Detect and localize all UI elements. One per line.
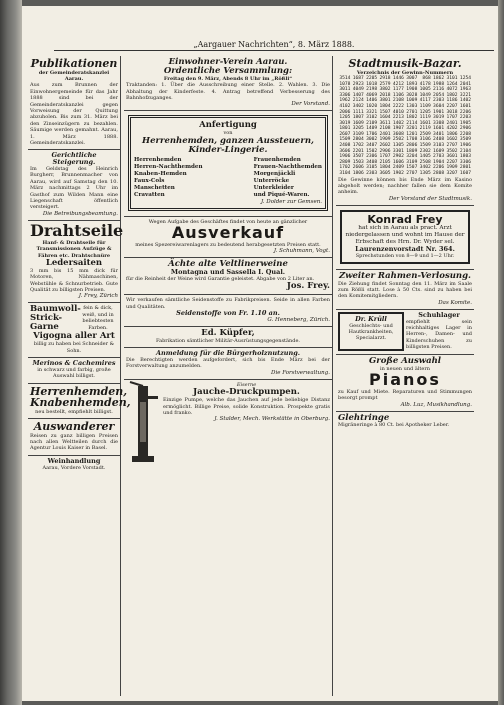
table-cell: 1402 [392,120,404,126]
table-cell: 3402 [419,165,431,171]
table-cell: 3104 [339,171,351,177]
table-cell: 3502 [446,148,458,154]
table-cell: 868 [422,75,431,81]
ad-title: Seidenstoffe von Fr. 1.10 an. [176,309,280,318]
table-cell: 1804 [379,165,391,171]
table-cell: 2602 [379,143,391,149]
table-cell: 2213 [392,115,404,121]
table-cell: 1702 [352,143,364,149]
table-cell: 1446 [392,75,404,81]
table-cell: 1609 [352,120,364,126]
winning-numbers-table [338,76,472,177]
table-cell: 1305 [419,171,431,177]
ad-subtitle: Verzeichnis der Gewinn-Nummern [356,69,454,76]
table-cell: 1601 [459,103,471,109]
ad-pretext: Wegen Aufgabe des Geschäftes findet von heute an gänzlicher [148,218,308,225]
table-cell: 1802 [446,92,458,98]
ad-title: Anfertigung [199,120,257,131]
ad-body: Einzige Pumpe, welche das Jauchen auf jede beliebige Distanz ermöglicht. Billige Preise, solide Konstruktion. Prospekte gratis und franko. [163,397,330,417]
ad-body: billig zu haben bei Schneider & Sohn. [33,341,115,354]
book-binding [0,0,22,705]
ad-title: Schuhlager [418,310,460,319]
ad-pretext: Eiserne [236,381,257,388]
table-cell: 1905 [459,120,471,126]
table-cell: 1988 [433,81,445,87]
table-cell: 3007 [406,75,418,81]
ad-subtitle: Ordentliche Versammlung: [163,65,293,76]
table-cell: 1962 [339,98,351,104]
table-cell: 1502 [366,148,378,154]
table-cell: 1606 [392,159,404,165]
table-cell: 2201 [352,148,364,154]
table-cell: 1406 [366,98,378,104]
table-cell: 3109 [406,159,418,165]
ad-address: Laurenzenvorstadt Nr. 364. [355,245,455,254]
table-cell: 2408 [339,143,351,149]
table-cell: 4212 [392,81,404,87]
ad-garne [28,303,120,358]
ad-body: für die Reinheit der Weine wird Garantie geleistet. Abgabe von 2 Liter an. [126,275,315,282]
table-cell: 1902 [392,171,404,177]
ad-buergerholz [124,348,332,380]
table-cell: 1801 [339,126,351,132]
table-cell: 1177 [392,87,404,93]
table-cell: 3002 [366,137,378,143]
table-cell: 2108 [392,98,404,104]
ad-title: Einwohner-Verein Aarau. [168,57,288,67]
ad-subtitle: der Gemeinderatskanzlei Aarau. [38,69,110,82]
ad-body: Fabrikation sämtlicher Militär-Ausrüstungsgegenstände. [155,337,301,344]
table-cell: 4117 [419,98,431,104]
table-cell: 2105 [379,159,391,165]
table-cell: 2579 [379,81,391,87]
table-cell: 2208 [459,131,471,137]
table-cell: 2918 [379,75,391,81]
table-cell: 2302 [419,148,431,154]
ad-body: meines Spezereiwarenlagers zu bedeutend herabgesetzten Preisen statt. [135,241,321,248]
table-cell: 1908 [406,87,418,93]
ad-title: Auswanderer [33,420,115,434]
table-cell: 2206 [459,109,471,115]
ad-anfertigung [124,111,332,216]
table-cell: 2707 [406,171,418,177]
ad-body: hat sich in Aarau als pract. Arzt niedergelassen und wohnt im Hause der Erbschaft des Hrn. Dr. Wyder sel. [345,225,465,246]
ad-body: empfiehlt sein reichhaltiges Lager in Herren-, Damen- und Kinderschuhen zu billigsten Preisen. [406,318,472,351]
table-cell: 2104 [459,148,471,154]
table-cell: 1509 [419,143,431,149]
table-cell: 1205 [419,109,431,115]
ad-title: Herrenhemden, Knabenhemden, [30,384,131,410]
table-cell: 3205 [352,126,364,132]
table-cell: 2401 [446,120,458,126]
table-cell: 2303 [433,98,445,104]
table-cell: 2054 [433,92,445,98]
table-cell: 4069 [366,92,378,98]
ad-signature: J. Stalder, Mech. Werkstätte in Oberburg. [214,416,330,423]
ad-signature: Der Vorstand der Stadtmusik. [388,195,472,202]
ad-subtitle: Ledersaiten [45,257,103,268]
table-cell: 3221 [459,92,471,98]
table-cell: 1601 [419,120,431,126]
table-cell: 3604 [433,103,445,109]
table-cell: 2306 [366,154,378,160]
table-cell: 3509 [459,137,471,143]
column-right [336,56,474,696]
ad-body: Aus zum Brunnen der Einwohnergemeinde für das Jahr 1888 sind bei der Gemeinderatskanzlei gegen Vorweisung der Quittung abzuholen. Bis zum 31. März bei den Zinseinzügern zu bezahlen. Säumige werden gemahnt. Aarau, 1. März 1888. Gemeinderatskanzlei. [30,82,118,147]
table-cell: 1893 [406,81,418,87]
table-cell: 2114 [406,120,418,126]
ad-signature: J. Frey, Zürich [78,293,118,300]
table-cell: 2207 [446,159,458,165]
table-cell: 2206 [433,165,445,171]
table-cell: 2303 [366,171,378,177]
ad-body: in schwarz und farbig, große Auswahl billigst. [37,366,111,380]
ad-subtitle: Vigogna aller Art [33,331,115,342]
table-cell: 4178 [419,81,431,87]
table-cell: 2006 [339,109,351,115]
ad-kuepfer [124,327,332,348]
ad-list-right: Frauenhemden Frauen-Nachthemden Morgenjäckli Unterröcke Unterkleider und Piqué-Waren. [253,156,322,198]
table-cell: 3802 [379,87,391,93]
table-cell: 1507 [379,109,391,115]
table-cell: 1409 [366,126,378,132]
table-cell: 2203 [459,115,471,121]
table-cell: 1009 [406,98,418,104]
table-cell: 2198 [366,87,378,93]
ad-weinhandlung [28,456,120,474]
table-cell: 1609 [433,148,445,154]
ad-subtitle: in neuen und ältern [380,365,430,372]
table-cell: 3321 [366,109,378,115]
ad-publikationen [28,56,120,150]
table-cell: 1707 [446,115,458,121]
table-cell: 3102 [366,115,378,121]
table-cell: 4010 [392,109,404,115]
ad-body: Aarau, Vordere Vorstadt. [42,464,106,471]
table-cell: 2124 [352,98,364,104]
table-cell: 1201 [406,131,418,137]
table-cell: 2401 [379,131,391,137]
table-cell: 2801 [459,165,471,171]
ad-body: Reisen zu ganz billigen Preisen nach allen Weltteilen durch die Agentur Louis Kaiser in Basel. [30,432,118,452]
table-cell: 1906 [459,143,471,149]
table-cell: 1119 [419,115,431,121]
table-cell: 1111 [352,109,364,115]
ad-body: fein & dick, weiß, und in beliebtesten Farben. [82,305,114,331]
ad-title: Gerichtliche Steigerung. [51,151,97,167]
page-header [54,38,494,51]
ad-signature: G. Henneberg, Zürich. [267,316,330,323]
table-cell: 2119 [419,126,431,132]
ad-body: Hanf- & Drahtseile für Transmissionen Aufzüge & Fähren etc. Drahtschnüre [36,239,112,259]
table-cell: 2502 [392,137,404,143]
table-cell: 3204 [406,154,418,160]
ad-body: Migräneringe à 80 Ct. bei Apotheker Leber. [338,422,450,429]
table-cell: 2902 [392,154,404,160]
ad-konrad-frey [336,206,474,270]
table-cell: 3109 [352,131,364,137]
table-cell: 1509 [339,137,351,143]
table-cell: 1303 [406,103,418,109]
newspaper-page [22,6,498,701]
table-cell: 2906 [459,126,471,132]
table-cell: 3019 [433,115,445,121]
table-cell: 4049 [352,87,364,93]
ad-body: Traktanden: 1. Über die Ausschreibung einer Stelle. 2. Wahlen. 3. Die Abhaltung der Kinderfeste. 4. Antrag betreffend Verbesserung des Bahnhofzuganges. [126,82,330,102]
ad-herrenhemden [28,384,131,420]
ad-title: Ed. Küpfer, [201,327,255,338]
ad-steigerung [28,150,120,220]
table-cell: 1005 [419,87,431,93]
ad-glehtringe [336,412,474,432]
table-cell: 1802 [406,115,418,121]
table-cell: 2205 [366,75,378,81]
table-cell: 3028 [406,92,418,98]
table-cell: 1706 [366,131,378,137]
ad-body: Geschlechts- und Hautkrankheiten, Specialarzt. [348,322,394,342]
table-cell: 2809 [339,159,351,165]
ad-body: Im Geldstag des Heinrich Burgherr, Brunnenmacher von Aarau, wird auf Samstag den 10. März nachmittags 2 Uhr im Gasthof zum Wilden Mann eine Liegenschaft öffentlich versteigert. [30,166,118,211]
table-cell: 1862 [433,75,445,81]
ad-kluth-box [338,312,404,351]
table-cell: 1049 [419,92,431,98]
ad-stadtmusik-bazar [336,56,474,206]
table-cell: 2041 [459,81,471,87]
ad-body: neu bestellt, empfiehlt billigst. [35,408,113,415]
table-cell: 3106 [419,137,431,143]
table-cell: 1264 [446,81,458,87]
ad-drahtseile [28,220,124,304]
table-cell: 1109 [419,103,431,109]
ad-signature: Der Vorstand. [291,101,330,108]
table-cell: 3408 [366,159,378,165]
table-cell: 1803 [459,154,471,160]
table-cell: 3605 [379,171,391,177]
table-cell: 3306 [339,92,351,98]
table-cell: 1186 [446,98,458,104]
table-cell: 1020 [366,103,378,109]
ad-auswanderer [28,419,120,456]
table-cell: 3201 [406,126,418,132]
table-cell: 2207 [446,103,458,109]
table-cell: 1707 [379,154,391,160]
table-cell: 2508 [419,159,431,165]
ad-title: Anmeldung für die Bürgerholznutzung. [155,349,301,358]
ad-hours: Sprechstunden von 8—9 und 1—2 Uhr. [355,253,455,260]
ad-signature: Die Forstverwaltung. [271,369,330,376]
table-cell: 1687 [352,75,364,81]
table-cell: 3611 [379,120,391,126]
ad-title: Zweiter Rahmen-Verlosung. [338,270,471,281]
ad-date: Freitag den 9. März, Abends 8 Uhr im „Rößli“ [163,75,293,82]
table-cell: 3606 [339,148,351,154]
ad-seidenstoffe [124,295,332,327]
ad-rahmen-verlosung [336,270,474,310]
table-cell: 1503 [352,159,364,165]
table-cell: 3507 [352,154,364,160]
table-cell: 4202 [446,126,458,132]
column-left [28,56,131,696]
ad-title: Konrad Frey [367,212,443,226]
table-cell: 2606 [352,165,364,171]
table-cell: 3601 [446,154,458,160]
table-cell: 3105 [366,165,378,171]
ad-jauche-pumpen [124,380,332,469]
ad-title: Baumwoll-Strick-Garne [30,304,81,333]
table-cell: 3101 [446,75,458,81]
ad-schuhlager [336,310,474,355]
ad-title: Große Auswahl [368,355,442,366]
table-cell: 2116 [433,87,445,93]
table-cell: 2018 [379,92,391,98]
ad-einwohner-verein [124,56,332,111]
ad-pianos [336,355,474,412]
table-cell: 1907 [392,126,404,132]
table-cell: 1078 [339,81,351,87]
ad-headline: Pianos [369,369,441,389]
ad-title: Ausverkauf [171,223,285,243]
table-cell: 2108 [379,126,391,132]
table-cell: 1702 [339,165,351,171]
table-cell: 3018 [446,109,458,115]
table-cell: 1106 [392,92,404,98]
table-cell: 2409 [392,165,404,171]
ad-body: Die Gewinne können bis Ende März im Kasino abgeholt werden; nachher fallen sie dem Komite anheim. [338,176,472,196]
ad-list-left: Herrenhemden Herren-Nachthemden Knaben-Hemden Faux-Cols Manschetten Cravatten [134,156,203,198]
table-cell: 2923 [352,81,364,87]
table-cell: 1909 [446,165,458,171]
table-cell: 1806 [352,171,364,177]
ad-ausverkauf [124,217,332,259]
table-cell: 3301 [392,148,404,154]
table-cell: 2707 [446,143,458,149]
ad-body: Wir verkaufen sämtliche Seidenstoffe zu Fabrikpreisen. Seide in allen Farben und Qualitäten. [126,297,330,310]
table-cell: 3407 [366,143,378,149]
table-cell: 1405 [419,154,431,160]
table-cell: 1607 [459,171,471,177]
ad-title: Weinhandlung [47,456,101,465]
table-cell: 1407 [352,92,364,98]
ad-signature: J. Dolder zur Gemsen. [261,198,322,205]
table-cell: 1906 [339,154,351,160]
pump-illustration-icon [126,382,160,466]
table-cell: 1807 [352,115,364,121]
table-cell: 1708 [406,137,418,143]
table-cell: 2703 [433,154,445,160]
ad-body: Die Ziehung findet Sonntag den 11. März im Saale zum Rößli statt. Lose à 50 Cts. sind zu haben bei den Komitemitgliedern. [338,280,472,300]
table-cell: 3402 [352,103,364,109]
table-cell: 1254 [459,75,471,81]
table-cell: 1601 [433,126,445,132]
table-cell: 3514 [339,75,351,81]
ad-body: Die Berechtigten werden aufgefordert, sich bis Ende März bei der Forstverwaltung anzumelden. [126,357,330,370]
table-cell: 2222 [392,103,404,109]
ad-signature: Die Betreibungsbeamtung. [42,210,118,217]
table-cell: 1507 [406,165,418,171]
page-fold-shadow [498,0,504,705]
ad-signature: Alb. Luz, Musikhandlung. [400,401,472,408]
table-cell: 1809 [406,148,418,154]
table-cell: 1904 [433,159,445,165]
table-cell: 2408 [433,137,445,143]
table-cell: 1804 [379,103,391,109]
table-cell: 1963 [459,87,471,93]
table-cell: 2701 [406,109,418,115]
ad-signature: Jos. Frey. [286,281,330,292]
table-cell: 1909 [379,137,391,143]
ad-body: zu Kauf und Miete. Reparaturen und Stimmungen besorgt prompt [338,388,472,402]
table-cell: 1305 [392,143,404,149]
ad-subtitle: Montagna und Sassella I. Qual. [170,268,286,277]
ad-title: Merinos & Cachemires [32,358,116,367]
ad-title: Drahtseile [30,220,124,240]
page-title: „Aargauer Nachrichten“, 8. März 1888. [193,40,355,49]
table-cell: 3801 [379,98,391,104]
ad-title: Glehtringe [338,412,390,423]
ad-title: Publikationen [30,57,118,70]
table-cell: 3019 [339,120,351,126]
table-cell: 4072 [446,87,458,93]
table-cell: 1806 [446,131,458,137]
table-cell: 2906 [379,148,391,154]
table-cell: 1402 [459,98,471,104]
table-cell: 3103 [433,143,445,149]
table-cell: 2607 [339,131,351,137]
ad-body: 3 mm bis 15 mm dick für Motoren, Nähmaschinen, Webstühle & Schnurbetrieb. Gute Qualität zu billigsten Preisen. [30,267,118,294]
column-middle [124,56,333,696]
ad-title: Stadtmusik-Bazar. [348,57,462,70]
table-cell: 1205 [339,115,351,121]
ad-title: Ächte alte Veltlinerweine [168,259,288,270]
table-cell: 1901 [433,109,445,115]
table-cell: 3011 [339,87,351,93]
table-cell: 2806 [406,143,418,149]
ad-veltliner [124,258,332,295]
ad-merinos [28,358,120,384]
table-cell: 3306 [459,159,471,165]
table-cell: 2509 [419,131,431,137]
ad-subtitle: von [223,130,233,137]
table-cell: 2804 [352,137,364,143]
table-cell: 3401 [433,131,445,137]
table-cell: 3207 [446,171,458,177]
table-cell: 3608 [392,131,404,137]
table-cell: 4102 [339,103,351,109]
ad-headline: Herrenhemden, ganzen Aussteuern, Kinder-Lingerie. [142,135,314,155]
table-cell: 2109 [366,120,378,126]
ad-title: Jauche-Druckpumpen. [193,387,300,398]
ad-signature: J. Schuhmann, Vogt. [273,248,330,255]
table-cell: 1018 [366,81,378,87]
ad-signature: Das Komite. [438,299,472,306]
table-cell: 3308 [433,120,445,126]
table-cell: 1604 [379,115,391,121]
table-cell: 1602 [446,137,458,143]
ad-title: Dr. Krüll [355,314,387,323]
table-cell: 2808 [433,171,445,177]
